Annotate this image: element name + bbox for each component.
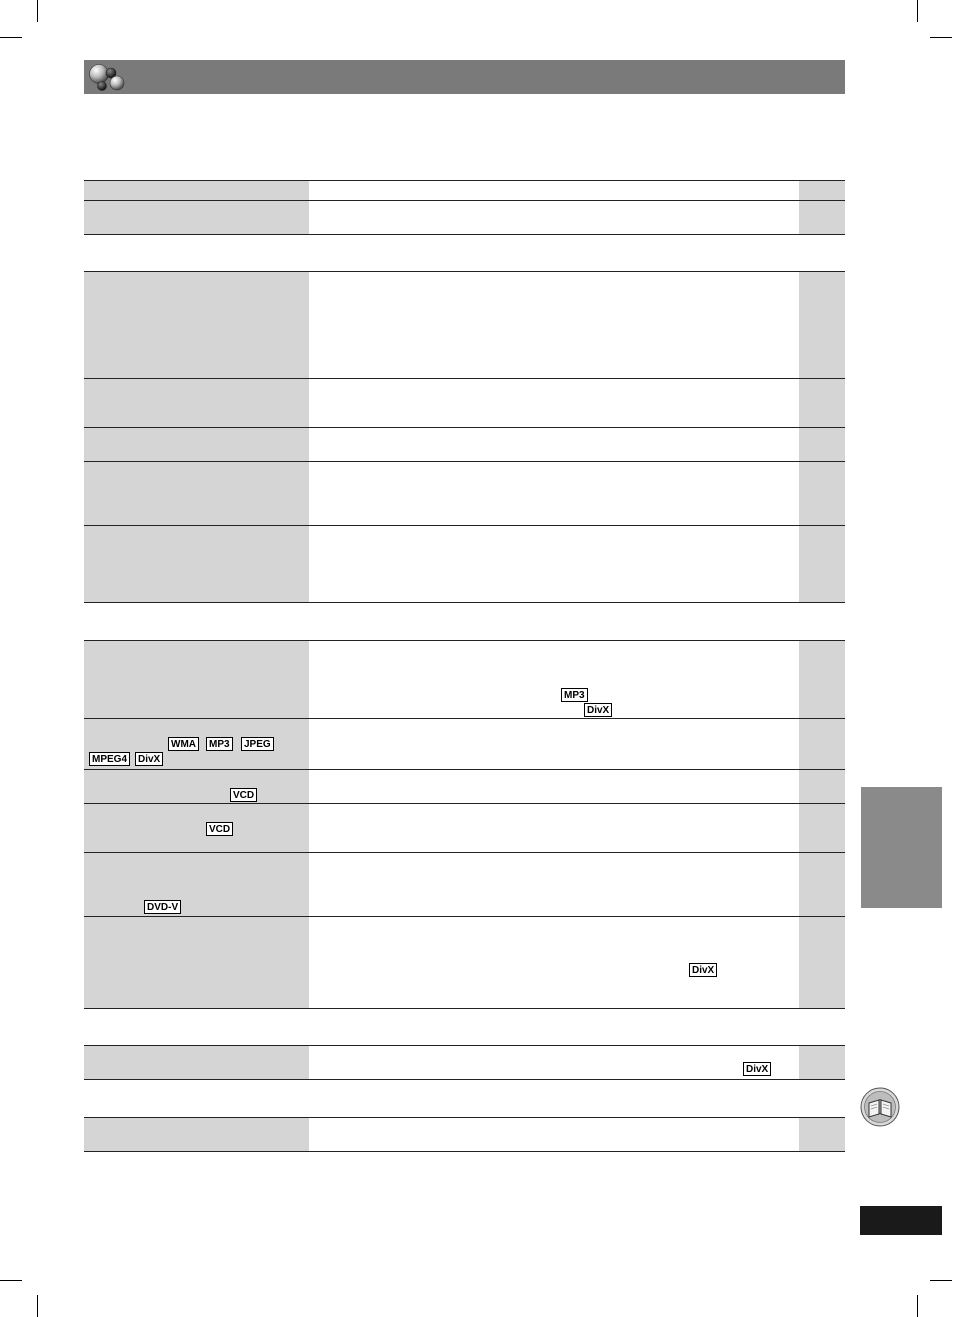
row-label-cell [84,428,309,461]
book-reference-icon [860,1087,900,1127]
table-row [84,719,845,769]
format-tag-divx: DivX [584,703,612,717]
row-label-cell [84,1118,309,1151]
format-tag-wma: WMA [168,737,199,751]
row-content-cell [309,181,799,200]
table-row [84,770,845,803]
row-label-cell [84,379,309,427]
row-page-cell [799,1118,845,1151]
row-content-cell [309,526,799,602]
row-label-cell [84,853,309,916]
table-row [84,272,845,378]
table-row [84,804,845,852]
crop-mark [930,37,952,38]
row-label-cell [84,181,309,200]
row-label-cell [84,917,309,1008]
row-page-cell [799,641,845,718]
format-tag-mpeg4: MPEG4 [89,752,130,766]
format-tag-divx: DivX [743,1062,771,1076]
row-content-cell [309,770,799,803]
row-label-cell [84,641,309,718]
crop-mark [917,0,918,22]
format-tag-divx: DivX [135,752,163,766]
row-page-cell [799,770,845,803]
row-page-cell [799,272,845,378]
row-label-cell [84,272,309,378]
section-header-bar [84,60,845,94]
table-row [84,379,845,427]
row-content-cell [309,804,799,852]
row-content-cell [309,272,799,378]
row-page-cell [799,853,845,916]
table-row [84,201,845,234]
section-side-tab [861,787,942,908]
row-page-cell [799,804,845,852]
row-content-cell [309,917,799,1008]
section-rule [84,1008,845,1009]
table-row [84,853,845,916]
crop-mark [930,1280,952,1281]
crop-mark [37,0,38,22]
page-number-tab [860,1206,942,1235]
section-rule [84,602,845,603]
format-tag-mp3: MP3 [206,737,233,751]
row-label-cell [84,719,309,769]
row-content-cell [309,428,799,461]
crop-mark [917,1295,918,1317]
row-label-cell [84,526,309,602]
row-label-cell [84,201,309,234]
row-page-cell [799,719,845,769]
section-rule [84,234,845,235]
row-page-cell [799,462,845,525]
row-page-cell [799,917,845,1008]
crop-mark [37,1295,38,1317]
row-page-cell [799,379,845,427]
row-content-cell [309,201,799,234]
row-label-cell [84,804,309,852]
format-tag-divx: DivX [689,963,717,977]
row-content-cell [309,1118,799,1151]
row-page-cell [799,526,845,602]
row-content-cell [309,719,799,769]
row-page-cell [799,1046,845,1079]
table-row [84,181,845,200]
table-row [84,462,845,525]
table-row [84,917,845,1008]
row-label-cell [84,462,309,525]
row-content-cell [309,379,799,427]
format-tag-jpeg: JPEG [241,737,274,751]
row-content-cell [309,462,799,525]
format-tag-vcd: VCD [230,788,257,802]
format-tag-vcd: VCD [206,822,233,836]
row-content-cell [309,641,799,718]
row-content-cell [309,1046,799,1079]
table-row [84,1118,845,1151]
table-row [84,428,845,461]
row-page-cell [799,181,845,200]
table-row [84,641,845,718]
row-label-cell [84,770,309,803]
row-page-cell [799,428,845,461]
format-tag-dvd-v: DVD-V [144,900,181,914]
table-row [84,526,845,602]
crop-mark [0,37,22,38]
table-row [84,1046,845,1079]
row-page-cell [799,201,845,234]
format-tag-mp3: MP3 [561,688,588,702]
row-content-cell [309,853,799,916]
crop-mark [0,1280,22,1281]
row-label-cell [84,1046,309,1079]
discs-cluster-icon [88,63,128,93]
table-rule [84,1151,845,1152]
section-rule [84,1079,845,1080]
